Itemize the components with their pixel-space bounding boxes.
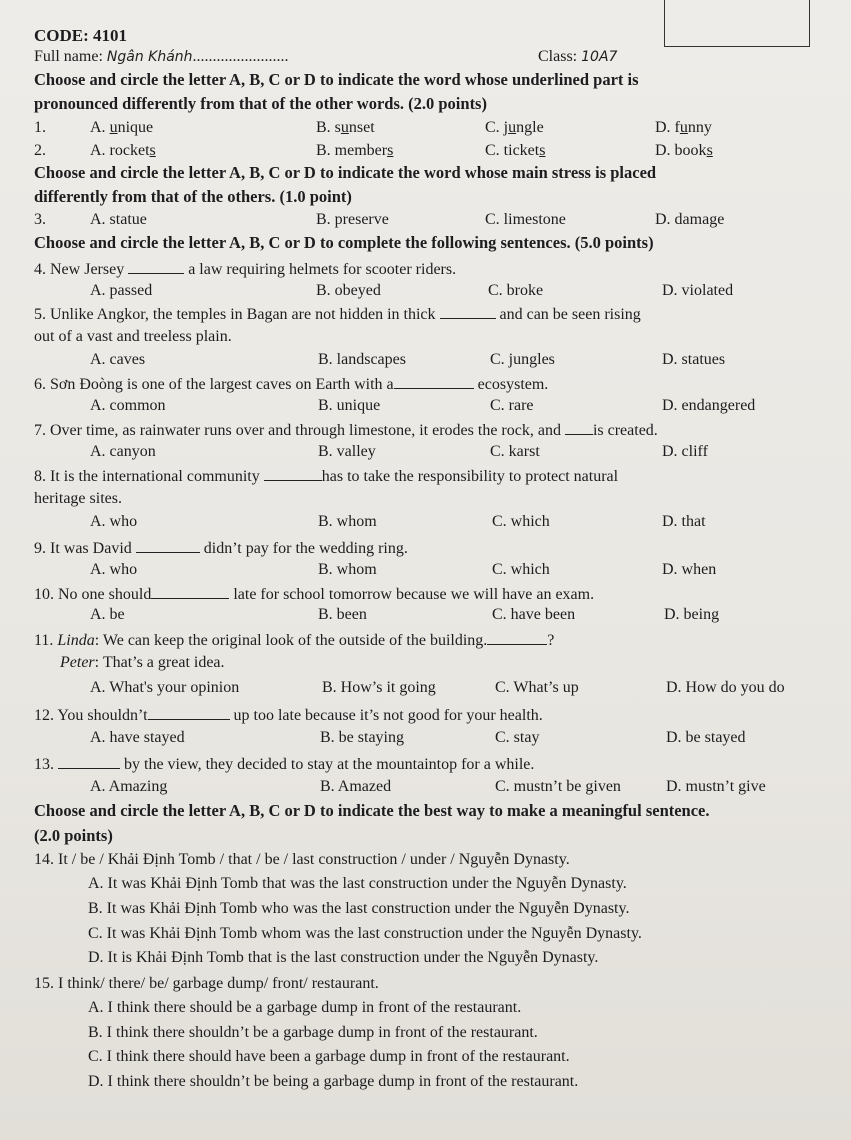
q11-option-b[interactable]: B. How’s it going <box>322 679 436 696</box>
q13-stem: 13. by the view, they decided to stay at the mountaintop for a while. <box>34 756 535 773</box>
q9-option-b[interactable]: B. whom <box>318 561 377 578</box>
q14-option-b[interactable]: B. It was Khải Định Tomb who was the last construction under the Nguyễn Dynasty. <box>88 900 630 917</box>
class-value: 10A7 <box>581 49 618 65</box>
q12-option-d[interactable]: D. be stayed <box>666 729 746 746</box>
q15-option-a[interactable]: A. I think there should be a garbage dump in front of the restaurant. <box>88 999 522 1016</box>
score-box <box>664 0 810 47</box>
q4-option-a[interactable]: A. passed <box>90 282 153 299</box>
q10-option-a[interactable]: A. be <box>90 606 125 623</box>
section-2-instruction-2: differently from that of the others. (1.0 point) <box>34 187 352 206</box>
q2-option-d[interactable]: D. books <box>655 142 713 159</box>
q10-stem: 10. No one should late for school tomorrow because we will have an exam. <box>34 586 595 603</box>
q11-option-d[interactable]: D. How do you do <box>666 679 785 696</box>
q13-option-a[interactable]: A. Amazing <box>90 778 168 795</box>
full-name-value: Ngân Khánh <box>106 49 193 65</box>
q7-option-b[interactable]: B. valley <box>318 443 376 460</box>
q6-option-b[interactable]: B. unique <box>318 397 381 414</box>
q10-option-c[interactable]: C. have been <box>492 606 576 623</box>
q12-stem: 12. You shouldn’t up too late because it’s not good for your health. <box>34 707 543 724</box>
q14-option-d[interactable]: D. It is Khải Định Tomb that is the last construction under the Nguyễn Dynasty. <box>88 949 599 966</box>
q6-option-a[interactable]: A. common <box>90 397 166 414</box>
q11-stem: 11. Linda: We can keep the original look of the outside of the building. ? <box>34 632 555 649</box>
q8-option-d[interactable]: D. that <box>662 513 706 530</box>
class-label: Class: <box>538 48 578 65</box>
q7-option-c[interactable]: C. karst <box>490 443 540 460</box>
q14-option-c[interactable]: C. It was Khải Định Tomb whom was the last construction under the Nguyễn Dynasty. <box>88 925 642 942</box>
section-4-instruction: Choose and circle the letter A, B, C or D to indicate the best way to make a meaningful sentence. <box>34 801 710 820</box>
q3-option-a[interactable]: A. statue <box>90 211 147 228</box>
q1-option-c[interactable]: C. jungle <box>485 119 544 136</box>
q11-option-a[interactable]: A. What's your opinion <box>90 679 240 696</box>
exam-code: CODE: 4101 <box>34 26 128 45</box>
q9-option-c[interactable]: C. which <box>492 561 550 578</box>
q8-stem-line2: heritage sites. <box>34 490 122 507</box>
q1-option-a[interactable]: A. unique <box>90 119 154 136</box>
q12-option-c[interactable]: C. stay <box>495 729 540 746</box>
full-name-dots: ........................ <box>192 48 289 65</box>
q10-option-b[interactable]: B. been <box>318 606 367 623</box>
q5-option-d[interactable]: D. statues <box>662 351 726 368</box>
q8-option-c[interactable]: C. which <box>492 513 550 530</box>
q5-option-a[interactable]: A. caves <box>90 351 146 368</box>
q6-option-c[interactable]: C. rare <box>490 397 534 414</box>
q10-option-d[interactable]: D. being <box>664 606 720 623</box>
q4-option-b[interactable]: B. obeyed <box>316 282 381 299</box>
section-4-instruction-2: (2.0 points) <box>34 826 113 845</box>
q1-option-d[interactable]: D. funny <box>655 119 712 136</box>
q2-option-c[interactable]: C. tickets <box>485 142 546 159</box>
q3-option-d[interactable]: D. damage <box>655 211 725 228</box>
q2-option-a[interactable]: A. rockets <box>90 142 156 159</box>
q13-option-b[interactable]: B. Amazed <box>320 778 392 795</box>
q14-option-a[interactable]: A. It was Khải Định Tomb that was the last construction under the Nguyễn Dynasty. <box>88 875 627 892</box>
section-1-instruction: Choose and circle the letter A, B, C or D to indicate the word whose underlined part is <box>34 70 639 89</box>
section-1-instruction-2: pronounced differently from that of the other words. (2.0 points) <box>34 94 487 113</box>
q4-option-d[interactable]: D. violated <box>662 282 734 299</box>
q1-option-b[interactable]: B. sunset <box>316 119 375 136</box>
q14-stem: 14. It / be / Khải Định Tomb / that / be / last construction / under / Nguyễn Dynasty. <box>34 851 570 868</box>
q6-option-d[interactable]: D. endangered <box>662 397 756 414</box>
q15-option-b[interactable]: B. I think there shouldn’t be a garbage dump in front of the restaurant. <box>88 1024 538 1041</box>
q1-number: 1. <box>34 119 46 136</box>
q15-stem: 15. I think/ there/ be/ garbage dump/ front/ restaurant. <box>34 975 379 992</box>
section-3-instruction: Choose and circle the letter A, B, C or D to complete the following sentences. (5.0 points) <box>34 233 654 252</box>
q9-option-d[interactable]: D. when <box>662 561 717 578</box>
q8-option-a[interactable]: A. who <box>90 513 138 530</box>
q9-option-a[interactable]: A. who <box>90 561 138 578</box>
q13-option-c[interactable]: C. mustn’t be given <box>495 778 621 795</box>
q5-stem: 5. Unlike Angkor, the temples in Bagan are not hidden in thick and can be seen rising <box>34 306 641 323</box>
q12-option-b[interactable]: B. be staying <box>320 729 404 746</box>
q11-option-c[interactable]: C. What’s up <box>495 679 579 696</box>
q4-stem: 4. New Jersey a law requiring helmets for scooter riders. <box>34 261 457 278</box>
q3-option-c[interactable]: C. limestone <box>485 211 566 228</box>
class-row <box>538 49 617 65</box>
full-name-label: Full name: <box>34 48 103 65</box>
q2-option-b[interactable]: B. members <box>316 142 394 159</box>
q15-option-c[interactable]: C. I think there should have been a garbage dump in front of the restaurant. <box>88 1048 570 1065</box>
q3-number: 3. <box>34 211 46 228</box>
q12-option-a[interactable]: A. have stayed <box>90 729 185 746</box>
section-2-instruction: Choose and circle the letter A, B, C or D to indicate the word whose main stress is placed <box>34 163 657 182</box>
q5-option-b[interactable]: B. landscapes <box>318 351 406 368</box>
q4-option-c[interactable]: C. broke <box>488 282 544 299</box>
q13-option-d[interactable]: D. mustn’t give <box>666 778 766 795</box>
q2-number: 2. <box>34 142 46 159</box>
q15-option-d[interactable]: D. I think there shouldn’t be being a garbage dump in front of the restaurant. <box>88 1073 579 1090</box>
q5-stem-line2: out of a vast and treeless plain. <box>34 328 232 345</box>
q3-option-b[interactable]: B. preserve <box>316 211 389 228</box>
q8-stem: 8. It is the international community has to take the responsibility to protect natural <box>34 468 619 485</box>
q9-stem: 9. It was David didn’t pay for the wedding ring. <box>34 540 408 557</box>
q7-option-d[interactable]: D. cliff <box>662 443 708 460</box>
q7-option-a[interactable]: A. canyon <box>90 443 156 460</box>
full-name-row <box>34 49 289 65</box>
q5-option-c[interactable]: C. jungles <box>490 351 555 368</box>
q7-stem: 7. Over time, as rainwater runs over and through limestone, it erodes the rock, and is created. <box>34 422 658 439</box>
q11-line2: Peter: That’s a great idea. <box>60 654 225 671</box>
q6-stem: 6. Sơn Đoòng is one of the largest caves on Earth with a ecosystem. <box>34 376 549 393</box>
q8-option-b[interactable]: B. whom <box>318 513 377 530</box>
